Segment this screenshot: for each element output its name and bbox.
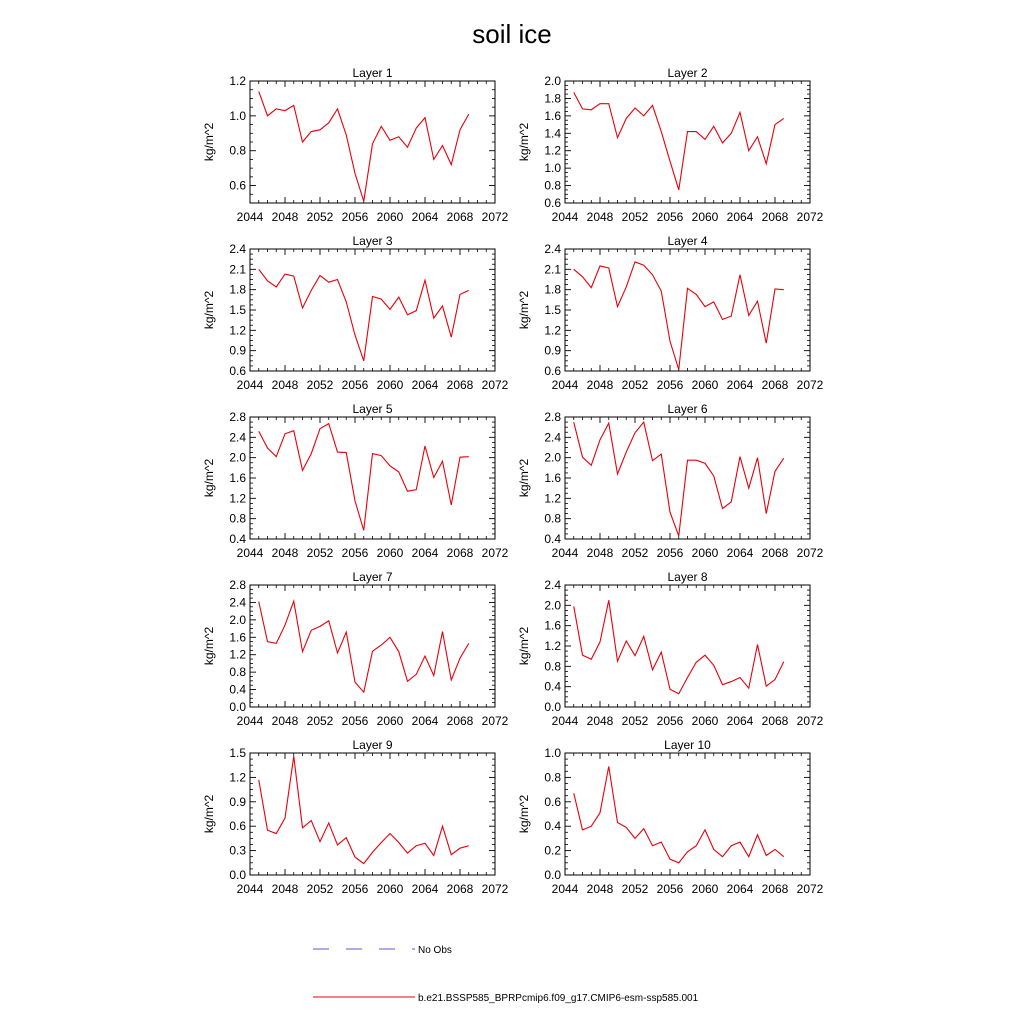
plot-frame [565,585,810,707]
x-tick-label: 2056 [656,210,684,224]
x-tick-label: 2060 [376,546,404,560]
y-tick-label: 0.8 [544,511,561,526]
y-tick-label: 1.2 [544,143,561,158]
chart-panel [517,234,824,392]
x-tick-label: 2044 [551,714,579,728]
y-axis-label: kg/m^2 [202,794,216,834]
y-tick-label: 0.4 [544,679,561,694]
series-line [574,422,784,536]
y-tick-label: 1.6 [544,471,561,485]
y-tick-label: 1.0 [229,108,246,123]
y-tick-label: 0.8 [544,659,561,674]
x-tick-label: 2052 [621,378,649,392]
x-tick-label: 2048 [586,714,614,728]
series-line [259,756,469,863]
chart-panel [517,738,824,896]
y-tick-label: 2.0 [544,74,561,88]
panel-title: Layer 8 [667,570,708,584]
x-tick-label: 2064 [726,210,754,224]
panel-title: Layer 6 [667,402,708,416]
x-tick-label: 2044 [551,882,579,896]
y-axis-label: kg/m^2 [202,122,216,162]
legend-noobs-label: No Obs [418,945,452,956]
x-tick-label: 2048 [271,210,299,224]
y-axis-label: kg/m^2 [517,626,531,666]
x-tick-label: 2060 [691,546,719,560]
x-tick-label: 2056 [341,882,369,896]
y-tick-label: 0.0 [229,700,246,714]
chart-panel [202,738,509,896]
y-tick-label: 1.4 [544,126,561,141]
x-tick-label: 2056 [341,546,369,560]
panel-title: Layer 9 [352,738,393,752]
y-tick-label: 1.6 [229,471,246,485]
y-tick-label: 1.0 [544,161,561,176]
y-tick-label: 1.5 [544,303,561,317]
x-tick-label: 2068 [446,210,474,224]
x-tick-label: 2048 [586,882,614,896]
x-tick-label: 2068 [446,546,474,560]
panel-title: Layer 7 [352,570,393,584]
series-line [574,92,784,190]
panel-title: Layer 2 [667,66,708,80]
x-tick-label: 2048 [271,378,299,392]
y-tick-label: 0.2 [544,843,561,858]
y-tick-label: 1.2 [544,491,561,506]
x-tick-label: 2068 [761,546,789,560]
panel-title: Layer 10 [664,738,711,752]
x-tick-label: 2064 [411,378,439,392]
y-tick-label: 0.6 [229,819,246,834]
plot-frame [565,753,810,875]
y-axis-label: kg/m^2 [517,794,531,834]
y-tick-label: 0.0 [544,868,561,882]
x-tick-label: 2048 [271,714,299,728]
y-tick-label: 0.8 [544,178,561,193]
x-tick-label: 2056 [656,378,684,392]
x-tick-label: 2068 [761,882,789,896]
y-tick-label: 2.0 [544,598,561,613]
x-tick-label: 2064 [411,210,439,224]
y-tick-label: 1.2 [229,491,246,506]
y-tick-label: 2.1 [229,262,246,277]
x-tick-label: 2068 [761,210,789,224]
chart-panel [202,66,509,224]
y-tick-label: 1.6 [544,618,561,633]
x-tick-label: 2072 [796,882,824,896]
y-tick-label: 1.2 [229,323,246,338]
x-tick-label: 2064 [411,882,439,896]
y-tick-label: 2.4 [229,595,246,610]
y-tick-label: 2.8 [229,578,246,592]
plot-frame [250,585,495,707]
y-tick-label: 0.8 [544,770,561,785]
y-tick-label: 1.8 [544,91,561,106]
x-tick-label: 2072 [796,378,824,392]
x-tick-label: 2060 [376,714,404,728]
plot-frame [250,249,495,371]
y-tick-label: 0.6 [229,178,246,193]
x-tick-label: 2056 [341,714,369,728]
x-tick-label: 2056 [656,882,684,896]
y-tick-label: 0.8 [229,665,246,680]
panel-title: Layer 5 [352,402,393,416]
chart-panel [517,66,824,224]
x-tick-label: 2064 [411,714,439,728]
y-tick-label: 2.1 [544,262,561,277]
y-tick-label: 1.2 [229,770,246,785]
y-tick-label: 0.3 [229,843,246,858]
y-axis-label: kg/m^2 [202,290,216,330]
x-tick-label: 2044 [551,210,579,224]
x-tick-label: 2048 [271,546,299,560]
x-tick-label: 2060 [376,882,404,896]
x-tick-label: 2060 [691,210,719,224]
x-tick-label: 2044 [236,714,264,728]
x-tick-label: 2052 [621,714,649,728]
y-tick-label: 0.8 [229,511,246,526]
x-tick-label: 2072 [796,546,824,560]
y-tick-label: 1.2 [544,639,561,653]
x-tick-label: 2048 [586,378,614,392]
x-tick-label: 2064 [726,882,754,896]
y-axis-label: kg/m^2 [517,122,531,162]
x-tick-label: 2072 [481,714,509,728]
x-tick-label: 2060 [376,378,404,392]
x-tick-label: 2052 [306,882,334,896]
x-tick-label: 2060 [691,378,719,392]
chart-panel [517,402,824,560]
y-tick-label: 0.6 [544,196,561,210]
legend-model-label: b.e21.BSSP585_BPRPcmip6.f09_g17.CMIP6-esm-ssp585.001 [418,993,699,1004]
x-tick-label: 2060 [376,210,404,224]
x-tick-label: 2072 [481,210,509,224]
x-tick-label: 2044 [236,546,264,560]
y-tick-label: 0.8 [229,143,246,158]
plot-frame [565,249,810,371]
series-line [574,766,784,862]
panel-title: Layer 3 [352,234,393,248]
x-tick-label: 2052 [306,378,334,392]
x-tick-label: 2068 [446,882,474,896]
y-tick-label: 2.4 [544,242,561,256]
y-axis-label: kg/m^2 [517,458,531,498]
y-axis-label: kg/m^2 [202,458,216,498]
y-tick-label: 2.0 [229,450,246,465]
y-tick-label: 2.4 [229,242,246,256]
plot-frame [565,81,810,203]
x-tick-label: 2044 [236,210,264,224]
chart-panel [202,402,509,560]
y-tick-label: 2.4 [544,578,561,592]
x-tick-label: 2072 [796,714,824,728]
y-tick-label: 0.0 [229,868,246,882]
figure-title: soil ice [472,19,552,49]
panel-title: Layer 1 [352,66,393,80]
y-tick-label: 0.6 [544,364,561,378]
y-tick-label: 1.0 [544,746,561,760]
y-tick-label: 2.0 [544,450,561,465]
x-tick-label: 2044 [551,378,579,392]
series-line [574,600,784,694]
x-tick-label: 2048 [586,210,614,224]
y-tick-label: 0.6 [544,794,561,809]
legend [313,945,699,1004]
x-tick-label: 2044 [236,378,264,392]
series-line [259,601,469,692]
y-tick-label: 2.8 [544,410,561,424]
x-tick-label: 2068 [446,378,474,392]
y-tick-label: 1.5 [229,303,246,317]
y-tick-label: 2.4 [229,430,246,445]
series-line [259,91,469,201]
x-tick-label: 2064 [411,546,439,560]
x-tick-label: 2056 [341,378,369,392]
y-tick-label: 1.6 [544,108,561,123]
y-tick-label: 1.8 [544,282,561,297]
y-tick-label: 1.2 [229,647,246,662]
x-tick-label: 2072 [796,210,824,224]
y-tick-label: 0.4 [229,682,246,697]
y-tick-label: 0.0 [544,700,561,714]
y-tick-label: 0.9 [229,794,246,809]
x-tick-label: 2052 [621,210,649,224]
x-tick-label: 2060 [691,714,719,728]
x-tick-label: 2060 [691,882,719,896]
x-tick-label: 2064 [726,714,754,728]
x-tick-label: 2052 [306,714,334,728]
chart-panel [517,570,824,728]
x-tick-label: 2048 [271,882,299,896]
y-axis-label: kg/m^2 [202,626,216,666]
y-tick-label: 1.8 [229,282,246,297]
y-tick-label: 0.9 [229,343,246,358]
chart-panel [202,570,509,728]
y-tick-label: 0.9 [544,343,561,358]
x-tick-label: 2052 [621,546,649,560]
series-line [259,424,469,531]
y-tick-label: 1.5 [229,746,246,760]
panel-title: Layer 4 [667,234,708,248]
x-tick-label: 2068 [761,714,789,728]
x-tick-label: 2056 [656,714,684,728]
y-tick-label: 2.4 [544,430,561,445]
x-tick-label: 2068 [761,378,789,392]
x-tick-label: 2072 [481,882,509,896]
x-tick-label: 2044 [551,546,579,560]
x-tick-label: 2072 [481,546,509,560]
x-tick-label: 2056 [341,210,369,224]
y-axis-label: kg/m^2 [517,290,531,330]
plot-frame [250,81,495,203]
panels [202,66,824,896]
y-tick-label: 1.2 [229,74,246,88]
y-tick-label: 0.4 [544,819,561,834]
x-tick-label: 2068 [446,714,474,728]
y-tick-label: 0.6 [229,364,246,378]
y-tick-label: 1.6 [229,630,246,645]
x-tick-label: 2072 [481,378,509,392]
x-tick-label: 2052 [306,210,334,224]
series-line [574,262,784,370]
x-tick-label: 2064 [726,546,754,560]
y-tick-label: 1.2 [544,323,561,338]
series-line [259,269,469,361]
y-tick-label: 2.8 [229,410,246,424]
x-tick-label: 2052 [621,882,649,896]
x-tick-label: 2044 [236,882,264,896]
x-tick-label: 2052 [306,546,334,560]
plot-frame [250,417,495,539]
y-tick-label: 0.4 [229,532,246,546]
x-tick-label: 2048 [586,546,614,560]
chart-panel [202,234,509,392]
y-tick-label: 0.4 [544,532,561,546]
x-tick-label: 2056 [656,546,684,560]
x-tick-label: 2064 [726,378,754,392]
plot-frame [250,753,495,875]
y-tick-label: 2.0 [229,612,246,627]
